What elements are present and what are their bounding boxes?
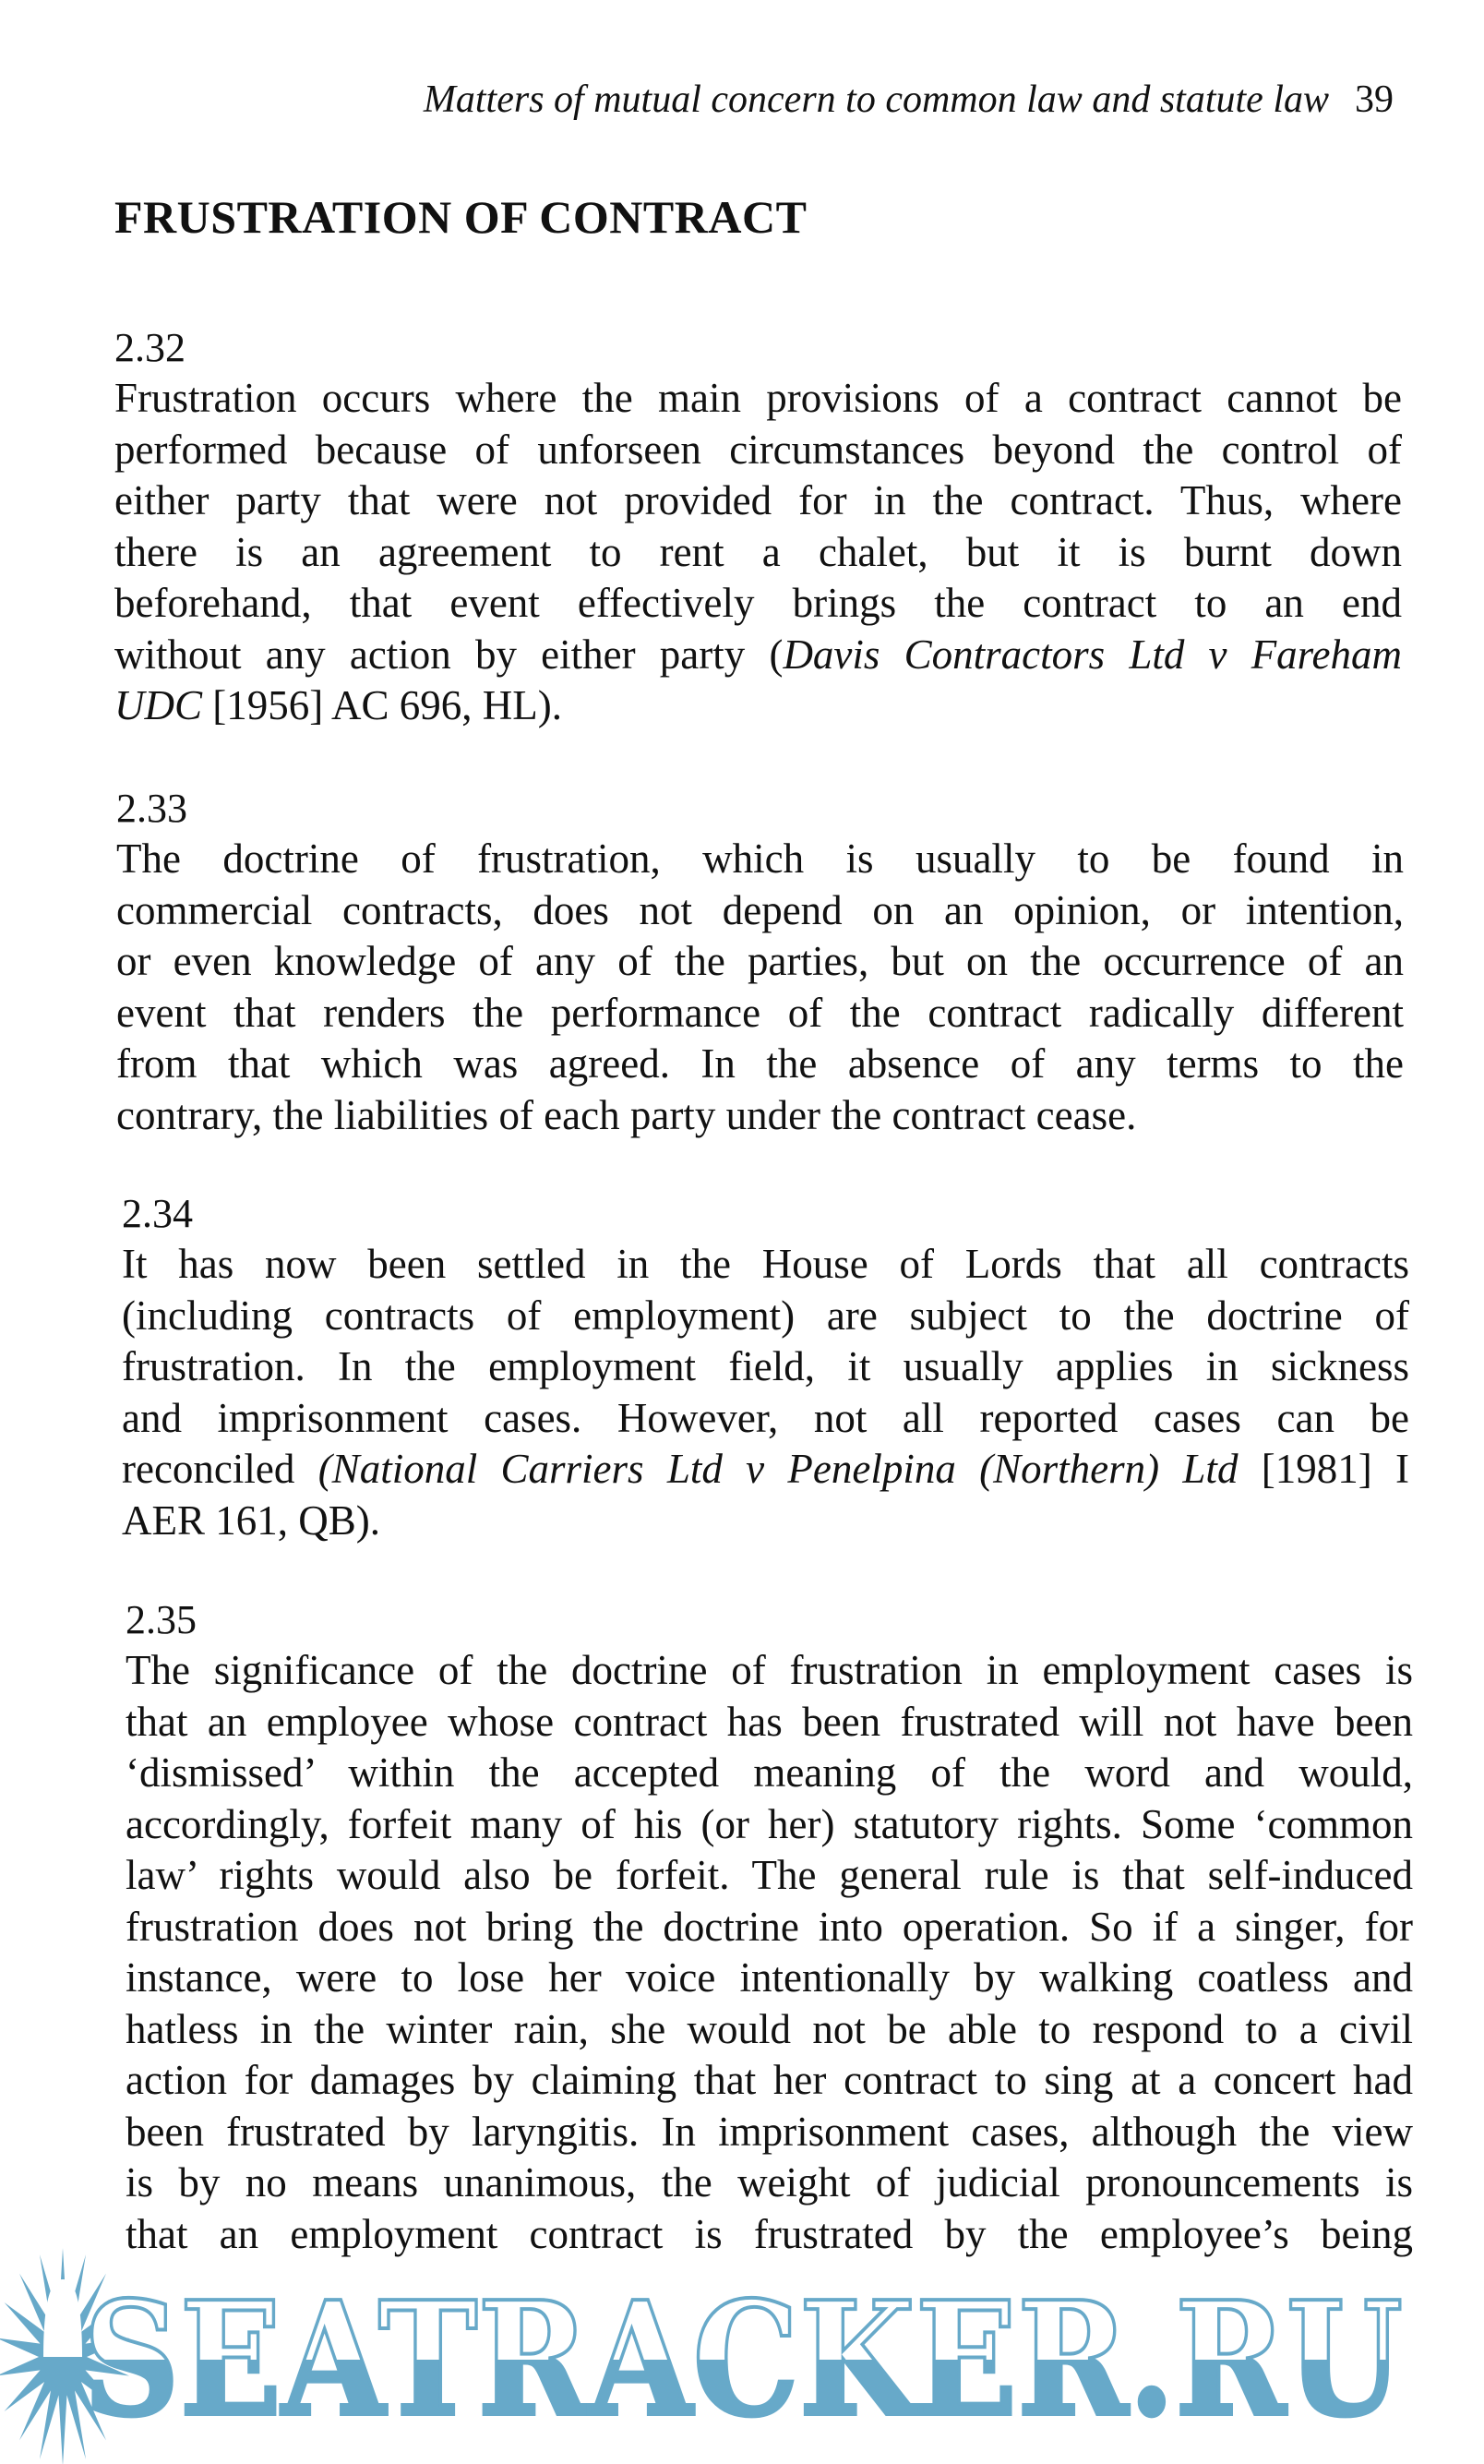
text-segment: is by no means unanimous, the weight of judicial pronouncements is [126, 2159, 1413, 2206]
text-segment: The significance of the doctrine of frustration in employment cases is [126, 1647, 1413, 1693]
text-line [126, 1953, 1413, 2004]
text-line [122, 1393, 1409, 1445]
paragraph-2-32 [114, 322, 1402, 732]
paragraph-number: 2.33 [116, 786, 187, 831]
text-segment: or even knowledge of any of the parties, but on the occurrence of an [116, 938, 1404, 984]
paragraph-2-35 [126, 1594, 1413, 2260]
text-line [114, 527, 1402, 579]
section-title: FRUSTRATION OF CONTRACT [114, 191, 808, 243]
paragraph-number: 2.35 [126, 1597, 197, 1642]
watermark-logo [0, 2239, 1484, 2464]
text-line [122, 1239, 1409, 1291]
text-segment: Frustration occurs where the main provisions of a contract cannot be [114, 375, 1402, 421]
watermark-text: SEATRACKER.RU [83, 2267, 1403, 2452]
text-segment: frustration. In the employment field, it usually applies in sickness [122, 1343, 1409, 1389]
text-segment: commercial contracts, does not depend on an opinion, or intention, [116, 886, 1404, 933]
text-line [126, 2158, 1413, 2209]
text-segment: instance, were to lose her voice intentionally by walking coatless and [126, 1954, 1413, 2001]
text-segment: performed because of unforseen circumstances beyond the control of [114, 426, 1402, 473]
text-segment: It has now been settled in the House of Lords that all contracts [122, 1241, 1409, 1287]
paragraph-2-33 [116, 783, 1404, 1141]
text-line [114, 630, 1402, 681]
text-line [116, 1090, 1404, 1142]
text-segment: from that which was agreed. In the absence of any terms to the [116, 1040, 1404, 1087]
paragraph-2-34 [122, 1188, 1409, 1546]
text-segment: [1981] I [1238, 1446, 1409, 1492]
case-citation: UDC [114, 682, 203, 728]
paragraph-number: 2.32 [114, 325, 186, 370]
text-segment: AER 161, QB). [122, 1496, 380, 1544]
text-segment: contrary, the liabilities of each party under the contract cease. [116, 1091, 1137, 1138]
text-segment: The doctrine of frustration, which is usually to be found in [116, 835, 1404, 882]
text-segment: accordingly, forfeit many of his (or her) statutory rights. Some ‘common [126, 1800, 1413, 1847]
text-line [116, 834, 1404, 885]
paragraph-number: 2.34 [122, 1191, 193, 1236]
text-line [122, 1496, 1409, 1547]
text-segment: and imprisonment cases. However, not all reported cases can be [122, 1394, 1409, 1441]
text-line [126, 1850, 1413, 1902]
text-line [116, 988, 1404, 1040]
text-segment: ‘dismissed’ within the accepted meaning of the word and would, [126, 1749, 1413, 1796]
text-line [126, 1748, 1413, 1799]
case-citation: (National Carriers Ltd v Penelpina (Northern) Ltd [317, 1446, 1239, 1492]
text-segment: (including contracts of employment) are subject to the doctrine of [122, 1292, 1409, 1339]
text-line [126, 1799, 1413, 1851]
text-line [116, 1039, 1404, 1090]
case-citation: Davis Contractors Ltd v Fareham [783, 631, 1402, 678]
text-line [116, 885, 1404, 937]
text-segment: either party that were not provided for in the contract. Thus, where [114, 477, 1402, 523]
text-line [126, 2004, 1413, 2056]
text-segment: been frustrated by laryngitis. In imprisonment cases, although the view [126, 2108, 1413, 2155]
text-line [114, 680, 1402, 732]
text-line [122, 1341, 1409, 1393]
text-segment: reconciled [122, 1446, 318, 1492]
text-segment: event that renders the performance of the contract radically different [116, 989, 1404, 1036]
running-title: Matters of mutual concern to common law and statute law [423, 78, 1329, 121]
text-line [114, 475, 1402, 527]
text-line [126, 1697, 1413, 1749]
text-segment: action for damages by claiming that her contract to sing at a concert had [126, 2057, 1413, 2103]
text-segment: hatless in the winter rain, she would not be able to respond to a civil [126, 2005, 1413, 2052]
text-segment: without any action by either party ( [114, 631, 784, 678]
text-line [122, 1444, 1409, 1496]
text-line [116, 936, 1404, 988]
text-line [114, 373, 1402, 425]
text-line [122, 1291, 1409, 1342]
page-number: 39 [1355, 78, 1394, 121]
text-segment: there is an agreement to rent a chalet, but it is burnt down [114, 528, 1402, 575]
text-line [126, 1902, 1413, 1953]
text-line [114, 578, 1402, 630]
text-segment: frustration does not bring the doctrine into operation. So if a singer, for [126, 1903, 1413, 1950]
text-line [114, 425, 1402, 476]
text-segment: [1956] AC 696, HL). [202, 682, 562, 728]
text-segment: law’ rights would also be forfeit. The general rule is that self-induced [126, 1852, 1413, 1898]
text-line [126, 2107, 1413, 2158]
text-line [126, 1645, 1413, 1697]
running-head [406, 78, 1394, 122]
text-segment: that an employee whose contract has been frustrated will not have been [126, 1698, 1413, 1745]
text-line [126, 2055, 1413, 2107]
text-segment: beforehand, that event effectively brings the contract to an end [114, 580, 1402, 626]
text-segment: that an employment contract is frustrated by the employee’s being [126, 2210, 1413, 2257]
